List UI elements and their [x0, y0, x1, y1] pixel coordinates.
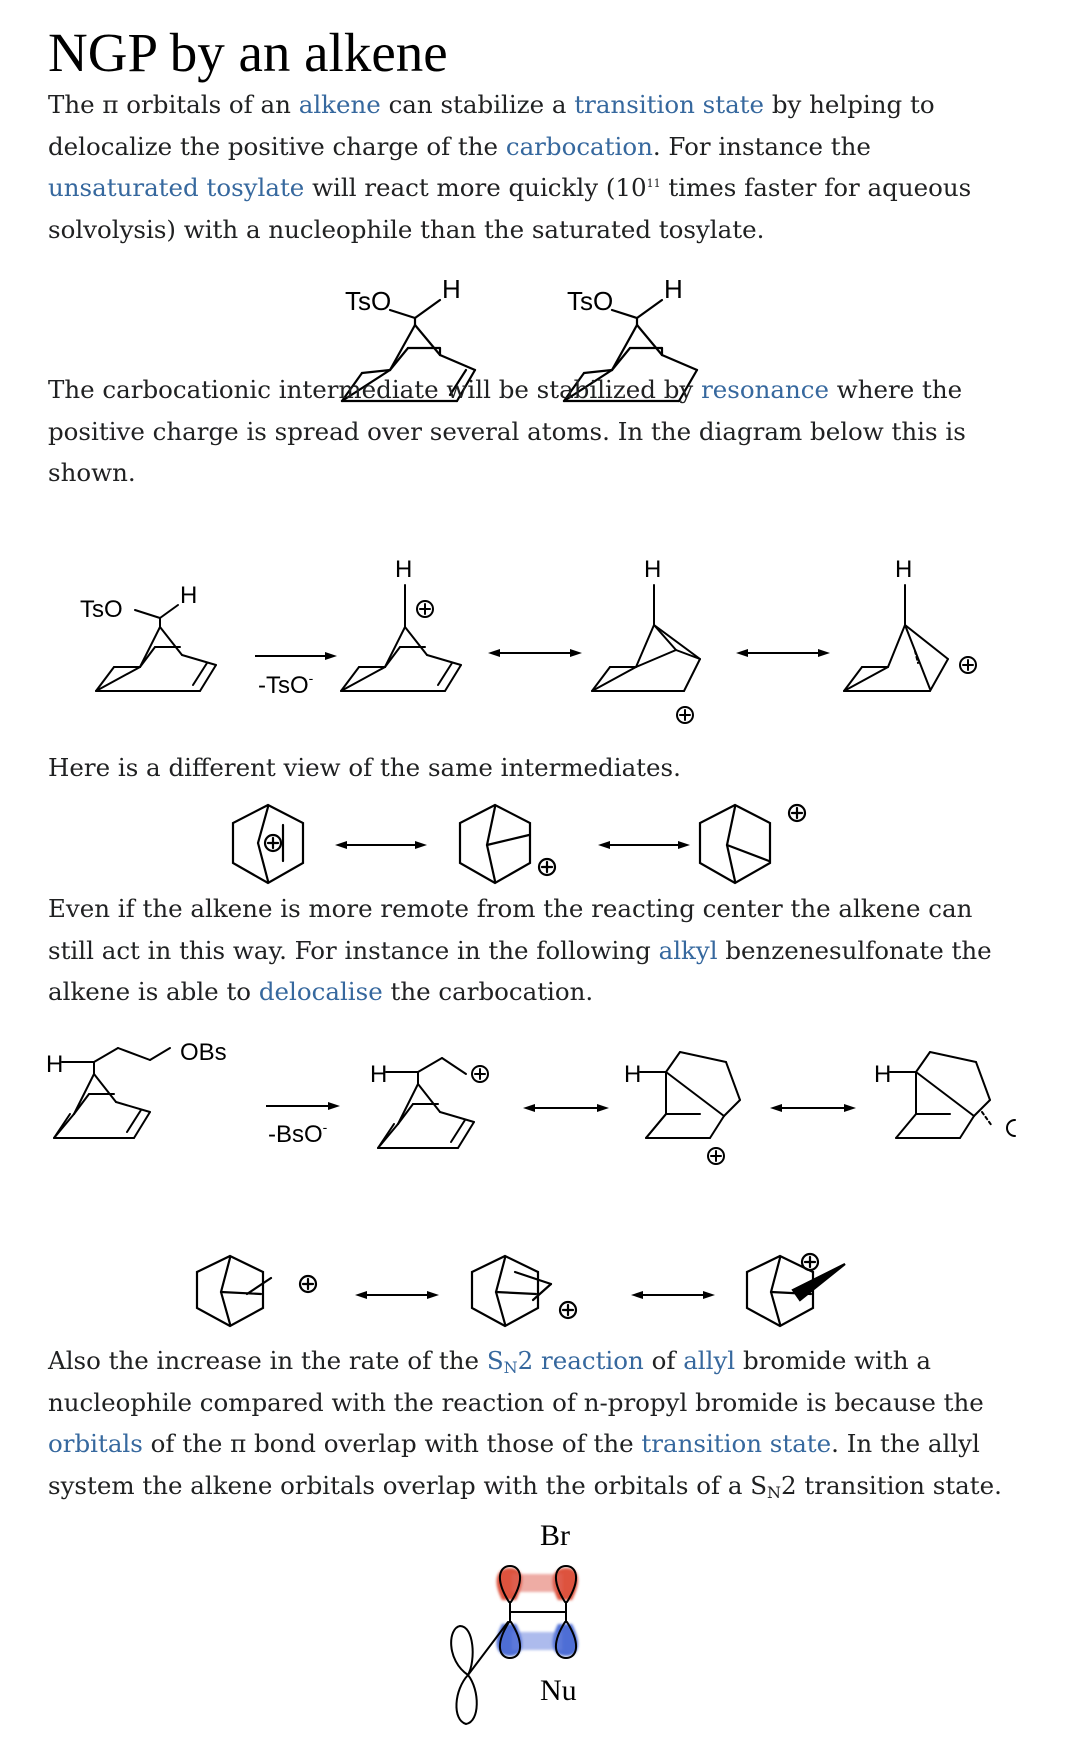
h-label-7: H: [46, 1051, 64, 1078]
link-resonance[interactable]: resonance: [701, 375, 829, 404]
hexagon-form-6: [747, 1254, 845, 1326]
nu-label: Nu: [540, 1674, 577, 1707]
orbital-overlap-figure: [440, 1510, 630, 1750]
leaving-group-label: -TsO-: [258, 670, 314, 699]
bridged-carbocation-1: [640, 1052, 740, 1164]
hexagon-form-4: [197, 1256, 316, 1326]
paragraph-resonance: The carbocationic intermediate will be stabilized by resonance where the positive charge is spread over several atoms. In the diagram below this is shown.: [48, 375, 966, 487]
h-label-6: H: [895, 556, 913, 583]
link-carbocation[interactable]: carbocation: [505, 131, 653, 161]
resonance-scheme-figure: [60, 555, 990, 735]
h-label: H: [442, 274, 461, 304]
resonance-arrow-6: [770, 1104, 856, 1112]
br-label: Br: [540, 1519, 570, 1552]
carbocation-form-3: [844, 585, 976, 691]
resonance-arrow-4: [598, 841, 690, 849]
paragraph-remote-alkene: Even if the alkene is more remote from the reacting center the alkene can still act in this way. For instance in the following alkyl benzenesulfonate the alkene is able to delocalise the carbocation.: [48, 894, 992, 1006]
paragraph-intro: The π orbitals of an alkene can stabilize a transition state by helping to delocalize the positive charge of the carbocation. For instance the unsaturated tosylate will react more quickly ($10^{11}$ times faster for aqueous solvolysis) with a nucleophile than the saturated tosylate.: [48, 90, 972, 244]
reaction-arrow: [255, 652, 337, 660]
hexagon-form-1: [233, 805, 303, 883]
link-alkene[interactable]: alkene: [298, 90, 381, 119]
starting-benzenesulfonate: [54, 1048, 170, 1138]
link-allyl[interactable]: allyl: [683, 1346, 736, 1375]
h-label-2: H: [664, 274, 683, 304]
link-delocalise[interactable]: delocalise: [258, 977, 383, 1006]
lower-orbital-lobes: [497, 1624, 579, 1656]
hexagon-intermediates-figure-2: [195, 1250, 895, 1340]
hexagon-form-2: [460, 805, 555, 883]
tso-label-3: TsO: [80, 596, 123, 623]
primary-carbocation: [378, 1058, 488, 1148]
tso-label-2: TsO: [567, 286, 614, 316]
link-unsaturated-tosylate[interactable]: unsaturated tosylate: [48, 173, 305, 202]
carbocation-form-1: [341, 585, 461, 691]
tso-label: TsO: [345, 286, 392, 316]
page-title: NGP by an alkene: [48, 22, 448, 83]
link-alkyl[interactable]: alkyl: [658, 935, 718, 965]
upper-orbital-lobes: [497, 1568, 579, 1600]
resonance-arrow-1: [488, 649, 582, 657]
h-label-10: H: [874, 1061, 892, 1088]
hexagon-form-3: [700, 805, 805, 883]
h-label-3: H: [180, 582, 198, 609]
h-label-4: H: [395, 556, 413, 583]
hexagon-form-5: [472, 1256, 576, 1326]
resonance-arrow-2: [736, 649, 830, 657]
resonance-arrow-5: [523, 1104, 609, 1112]
carbocation-form-2: [592, 585, 700, 723]
benzenesulfonate-scheme-figure: [40, 1030, 1020, 1170]
h-label-8: H: [370, 1061, 388, 1088]
link-orbitals[interactable]: orbitals: [48, 1429, 143, 1458]
paragraph-allyl-sn2: Also the increase in the rate of the $S_N2$ reaction of allyl bromide with a nucleophile compared with the reaction of n-propyl bromide is because the orbitals of the π bond overlap with those of the transition state. In the allyl system the alkene orbitals overlap with the orbitals of a $S_N2$ transition state.: [48, 1346, 1002, 1502]
resonance-arrow-7: [355, 1291, 439, 1299]
leaving-group-label-2: -BsO-: [268, 1119, 328, 1148]
resonance-arrow-3: [335, 841, 427, 849]
paragraph-different-view: Here is a different view of the same intermediates.: [48, 753, 681, 782]
link-sn2-reaction[interactable]: $S_N2$ reaction: [486, 1346, 644, 1377]
link-transition-state[interactable]: transition state: [574, 90, 765, 119]
h-label-9: H: [624, 1061, 642, 1088]
reaction-arrow-2: [266, 1102, 340, 1110]
bridged-carbocation-2: [890, 1052, 1015, 1138]
obs-label: OBs: [180, 1039, 227, 1066]
h-label-5: H: [644, 556, 662, 583]
link-transition-state-2[interactable]: transition state: [641, 1429, 832, 1458]
resonance-arrow-8: [631, 1291, 715, 1299]
